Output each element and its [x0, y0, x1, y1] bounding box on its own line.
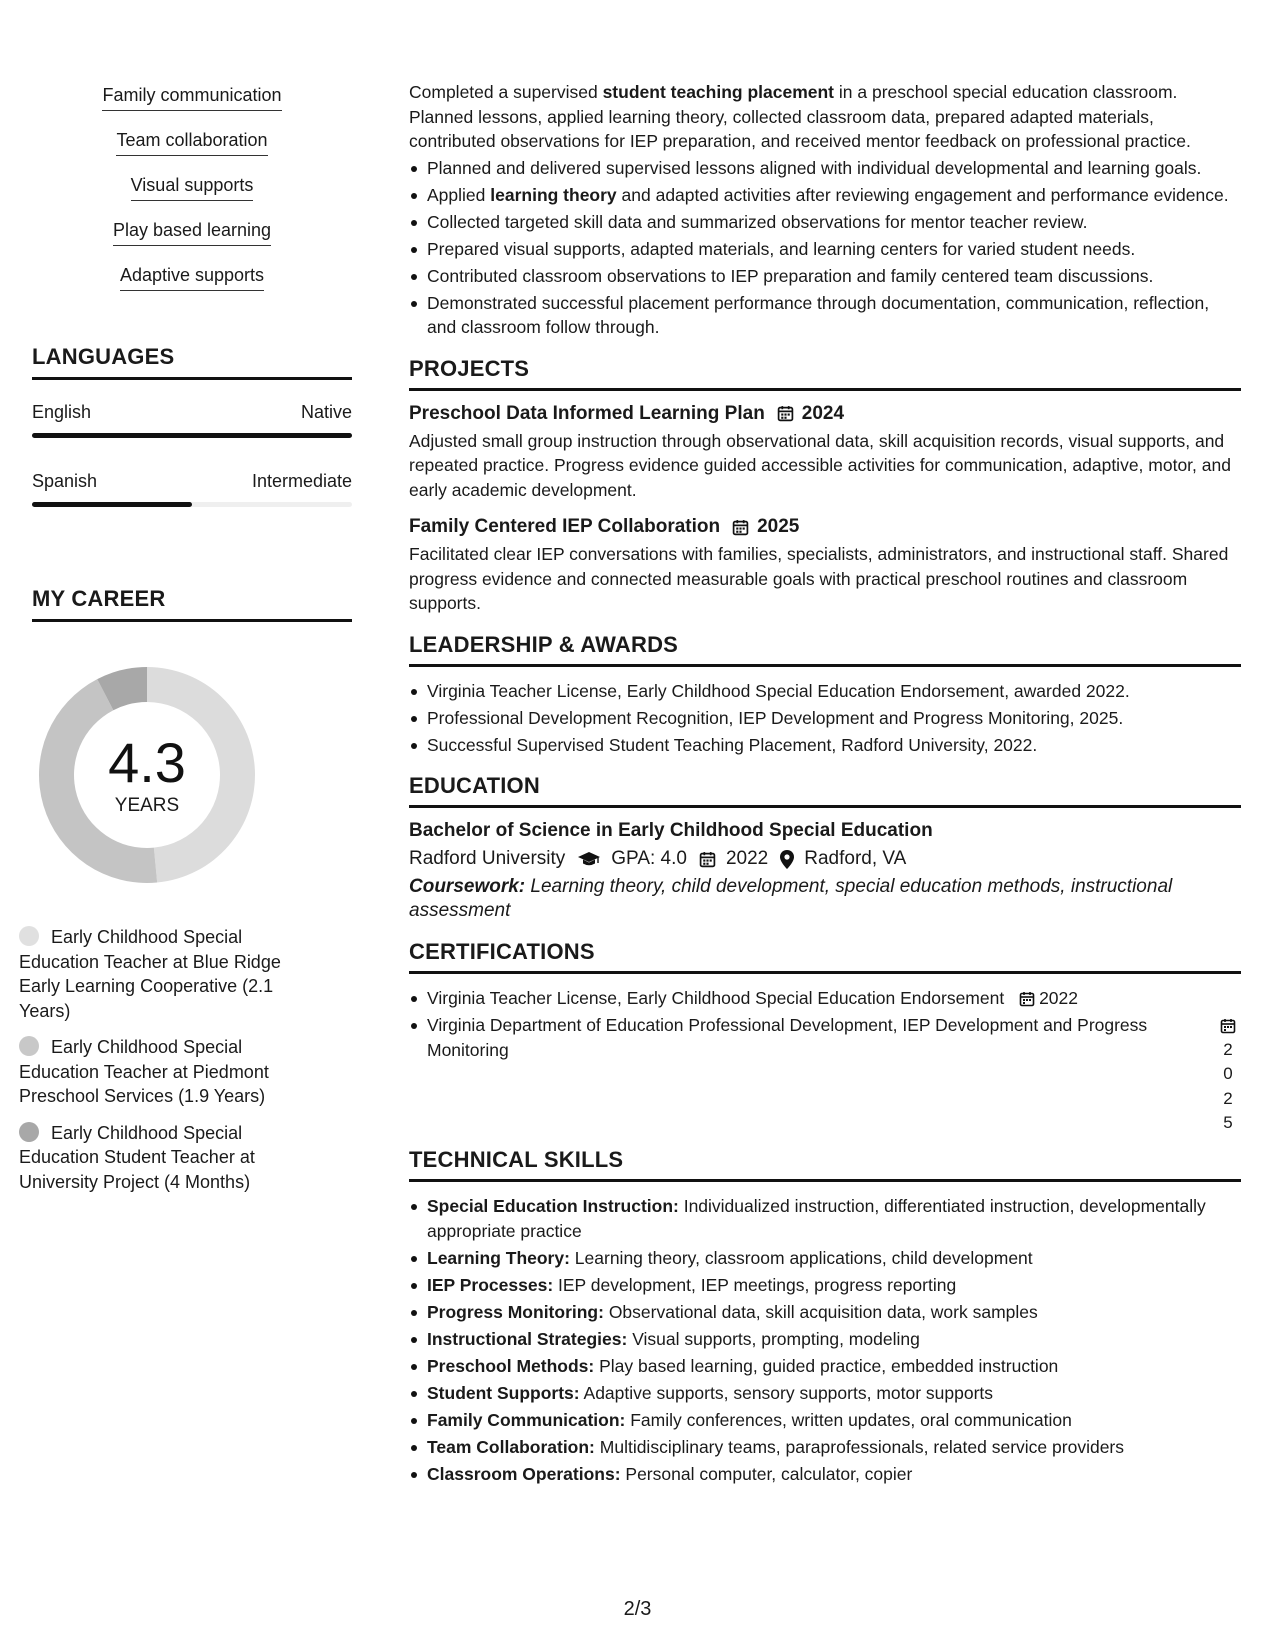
list-item	[409, 1435, 1241, 1460]
career-item	[19, 1035, 309, 1109]
skill-label: Progress Monitoring:	[427, 1301, 604, 1322]
skill-tags	[32, 84, 352, 309]
right-column	[409, 80, 1241, 1489]
skill-tag	[32, 264, 352, 309]
project-year: 2025	[757, 516, 800, 537]
project-title	[409, 516, 1241, 538]
list-item: Contributed classroom observations to IEP preparation and family centered team discussions.	[409, 264, 1241, 289]
language-name: Spanish	[32, 471, 98, 491]
language-english	[32, 402, 352, 438]
list-item: Collected targeted skill data and summarized observations for mentor teacher review.	[409, 210, 1241, 235]
career-heading: MY CAREER	[32, 586, 352, 622]
calendar-icon	[1019, 991, 1035, 1007]
list-item	[409, 1194, 1241, 1243]
list-item	[409, 986, 1241, 1011]
skill-text: IEP development, IEP meetings, progress reporting	[553, 1274, 957, 1295]
language-bar-fill	[32, 502, 192, 507]
year-digit: 2	[1223, 1088, 1233, 1108]
skill-text: Family conferences, written updates, oral communication	[625, 1409, 1072, 1430]
skill-text: Multidisciplinary teams, paraprofessionals, related service providers	[594, 1436, 1125, 1457]
list-item: Prepared visual supports, adapted materials, and learning centers for varied student needs.	[409, 237, 1241, 262]
education-heading: EDUCATION	[409, 773, 1241, 808]
certification-name: Virginia Teacher License, Early Childhood Special Education Endorsement	[427, 988, 1005, 1008]
legend-dot-icon	[19, 1036, 39, 1056]
project-year: 2024	[801, 402, 845, 424]
skill-label: Preschool Methods:	[427, 1355, 595, 1376]
career-item-text: Early Childhood Special Education Teacher at Blue Ridge Early Learning Cooperative (2.1 Years)	[19, 927, 281, 1021]
language-bar	[32, 433, 352, 438]
list-item: Demonstrated successful placement performance through documentation, communication, reflection, and classroom follow through.	[409, 291, 1241, 340]
career-donut-chart	[32, 660, 262, 890]
list-item	[409, 1013, 1241, 1137]
list-item: Successful Supervised Student Teaching Placement, Radford University, 2022.	[409, 733, 1241, 758]
calendar-icon	[732, 519, 749, 536]
project-name: Preschool Data Informed Learning Plan	[409, 402, 765, 424]
year-digit: 5	[1223, 1113, 1233, 1132]
list-item: Professional Development Recognition, IEP Development and Progress Monitoring, 2025.	[409, 706, 1241, 731]
leadership-heading: LEADERSHIP & AWARDS	[409, 632, 1241, 667]
career-list	[19, 925, 309, 1206]
degree-title: Bachelor of Science in Early Childhood Special Education	[409, 820, 933, 841]
skill-tag-label: Family communication	[102, 84, 281, 111]
year-digit: 0	[1223, 1064, 1233, 1083]
projects-heading: PROJECTS	[409, 356, 1241, 391]
list-item	[409, 1408, 1241, 1433]
skill-text: Individualized instruction, differentiated instruction, developmentally appropriate practice	[427, 1196, 1206, 1241]
skill-tag	[32, 174, 352, 219]
technical-skills-list	[409, 1194, 1241, 1486]
list-item	[409, 1327, 1241, 1352]
intro-bold: student teaching placement	[602, 82, 835, 102]
calendar-icon	[1220, 1018, 1236, 1034]
skill-label: Classroom Operations:	[427, 1463, 621, 1484]
skill-text: Play based learning, guided practice, embedded instruction	[594, 1355, 1059, 1376]
list-item: Virginia Teacher License, Early Childhood Special Education Endorsement, awarded 2022.	[409, 679, 1241, 704]
list-item	[409, 1300, 1241, 1325]
list-item	[409, 1354, 1241, 1379]
bullet-bold: learning theory	[490, 184, 617, 205]
education-meta	[409, 848, 1241, 870]
coursework-text: Learning theory, child development, special education methods, instructional assessment	[409, 876, 1173, 921]
skill-label: Student Supports:	[427, 1382, 580, 1403]
list-item	[409, 183, 1241, 208]
list-item	[409, 1462, 1241, 1487]
skill-label: Instructional Strategies:	[427, 1328, 628, 1349]
experience-bullets	[409, 156, 1241, 340]
career-total-years: 4.3	[108, 731, 186, 794]
graduation-cap-icon	[577, 850, 601, 868]
certifications-heading: CERTIFICATIONS	[409, 939, 1241, 974]
skill-label: Team Collaboration:	[427, 1436, 595, 1457]
calendar-icon	[777, 405, 794, 422]
calendar-icon	[699, 851, 716, 868]
career-item-text: Early Childhood Special Education Teacher at Piedmont Preschool Services (1.9 Years)	[19, 1037, 269, 1106]
skill-label: Special Education Instruction:	[427, 1196, 679, 1216]
skill-text: Learning theory, classroom applications, child development	[569, 1247, 1033, 1268]
certification-name: Virginia Department of Education Professional Development, IEP Development and Progress Monitoring	[427, 1015, 1148, 1060]
intro-text: in a preschool special education classroom. Planned lessons, applied learning theory, collected classroom data, prepared adapted materials, contributed observations for IEP preparation, and received mentor feedback on professional practice.	[409, 82, 1191, 151]
technical-skills-heading: TECHNICAL SKILLS	[409, 1147, 1241, 1182]
bullet-text: Applied	[427, 184, 491, 205]
coursework	[409, 875, 1241, 923]
gpa: GPA: 4.0	[611, 848, 687, 869]
list-item	[409, 1273, 1241, 1298]
language-spanish	[32, 471, 352, 507]
legend-dot-icon	[19, 926, 39, 946]
intro-text: Completed a supervised	[409, 82, 603, 102]
skill-tag-label: Adaptive supports	[120, 264, 264, 291]
leadership-list	[409, 679, 1241, 758]
language-bar-fill	[32, 433, 352, 438]
skill-tag-label: Team collaboration	[116, 129, 267, 156]
skill-text: Personal computer, calculator, copier	[620, 1463, 913, 1484]
skill-tag-label: Visual supports	[131, 174, 254, 201]
coursework-label: Coursework:	[409, 876, 526, 897]
legend-dot-icon	[19, 1122, 39, 1142]
list-item	[409, 1381, 1241, 1406]
experience-intro	[409, 80, 1241, 154]
graduation-year: 2022	[725, 848, 769, 869]
skill-label: Learning Theory:	[427, 1247, 570, 1268]
location-pin-icon	[780, 850, 794, 869]
language-level: Native	[300, 402, 352, 422]
year-digit: 2	[1223, 1039, 1233, 1059]
project-description: Facilitated clear IEP conversations with families, specialists, administrators, and instructional staff. Shared progress evidence and connected measurable goals with practical preschool routines and classroom supports.	[409, 544, 1229, 613]
school-location: Radford, VA	[804, 848, 907, 869]
skill-text: Adaptive supports, sensory supports, motor supports	[579, 1382, 994, 1403]
skill-tag	[32, 129, 352, 174]
page-number: 2/3	[623, 1598, 652, 1620]
languages-heading: LANGUAGES	[32, 344, 352, 380]
certifications-list	[409, 986, 1241, 1137]
skill-tag	[32, 84, 352, 129]
career-item	[19, 1121, 309, 1195]
skill-text: Observational data, skill acquisition data, work samples	[603, 1301, 1038, 1322]
career-item	[19, 925, 309, 1023]
language-name: English	[32, 402, 92, 422]
language-bar	[32, 502, 352, 507]
language-level: Intermediate	[251, 471, 352, 491]
career-years-unit: YEARS	[114, 795, 180, 816]
skill-tag	[32, 219, 352, 264]
school-name: Radford University	[409, 848, 566, 869]
skill-label: IEP Processes:	[427, 1274, 554, 1295]
skill-label: Family Communication:	[427, 1409, 626, 1430]
certification-year-vertical	[1219, 1013, 1237, 1136]
list-item	[409, 1246, 1241, 1271]
skill-tag-label: Play based learning	[113, 219, 271, 246]
project-name: Family Centered IEP Collaboration	[409, 516, 721, 537]
skill-text: Visual supports, prompting, modeling	[627, 1328, 920, 1349]
bullet-text: and adapted activities after reviewing engagement and performance evidence.	[616, 184, 1229, 205]
career-item-text: Early Childhood Special Education Student Teacher at University Project (4 Months)	[19, 1122, 255, 1192]
certification-year: 2022	[1039, 988, 1079, 1008]
project-description: Adjusted small group instruction through observational data, skill acquisition records, visual supports, and repeated practice. Progress evidence guided accessible activities for communication, adaptive, motor, and early academic development.	[409, 430, 1231, 500]
project-title	[409, 403, 1241, 425]
list-item: Planned and delivered supervised lessons aligned with individual developmental and learning goals.	[409, 156, 1241, 181]
